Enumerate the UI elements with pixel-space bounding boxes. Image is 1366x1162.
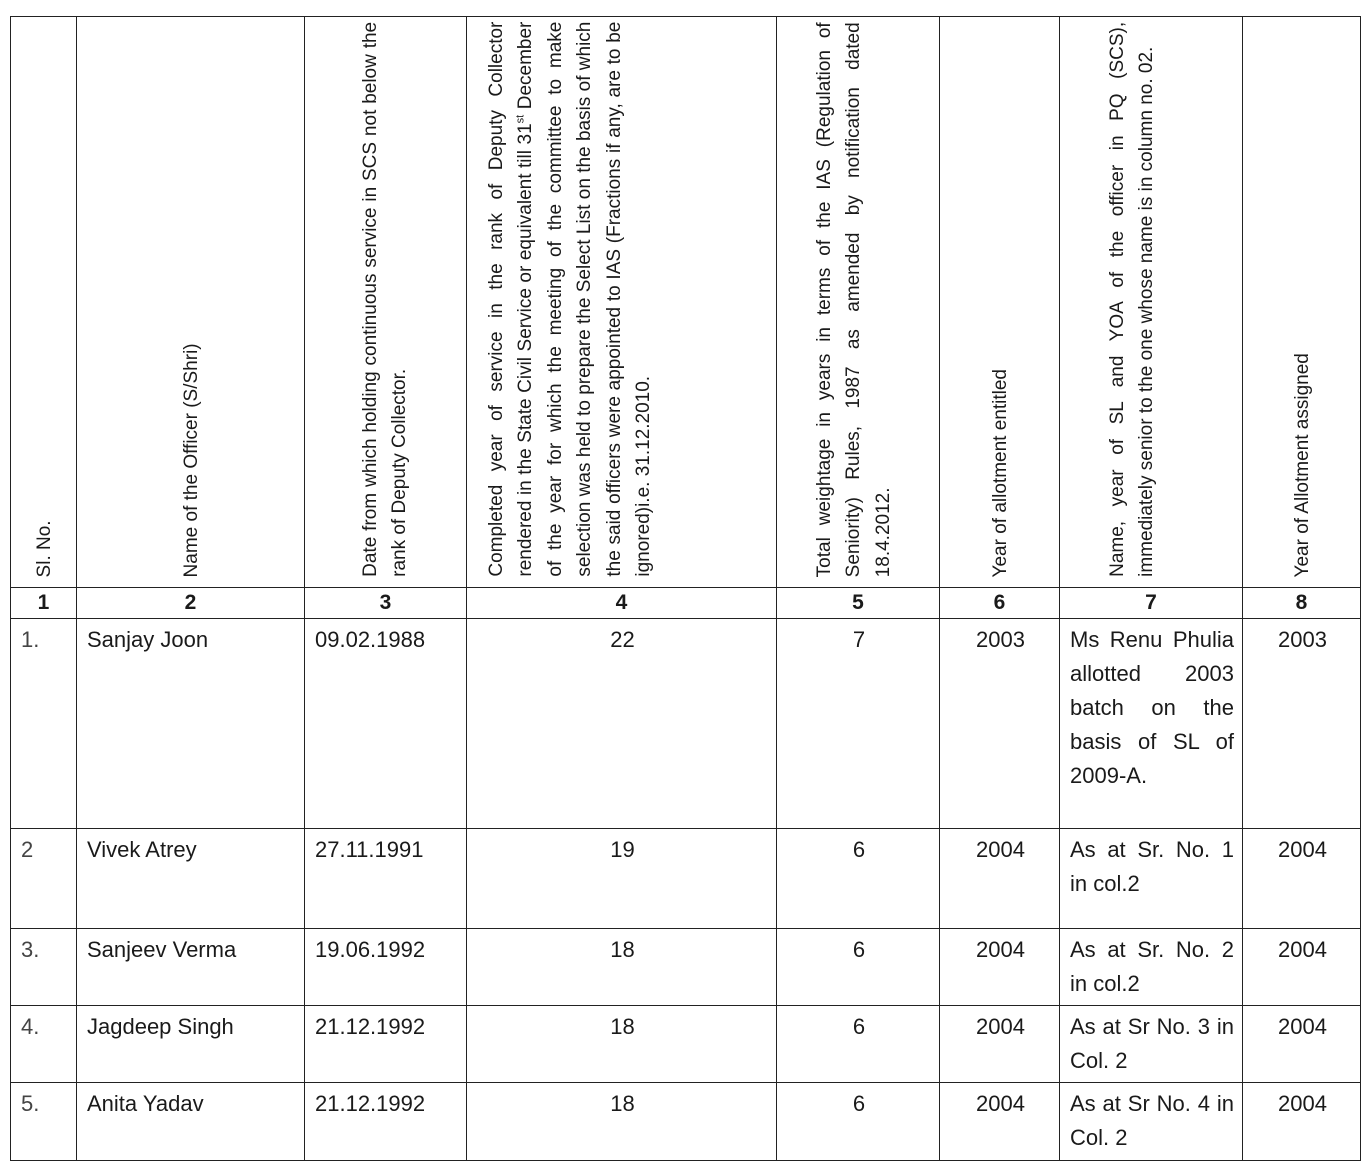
column-number-row	[11, 588, 1361, 619]
cell-year-assigned: 2004	[1243, 1006, 1361, 1083]
header-completed-years-text: Completed year of service in the rank of Deputy Collector rendered in the State Civil Service or equivalent till 31st December of the year for which the meeting of the committee to make selection was held to prepare the Select List on the basis of which the said officers were appointed to IAS (Fractions if any, are to be ignored)i.e. 31.12.2010.	[485, 21, 654, 577]
header-weightage: Total weightage in years in terms of the IAS (Regulation of Seniority) Rules, 1987 as amended by notification dated 18.4.2012.	[814, 22, 894, 577]
header-year-entitled: Year of allotment entitled	[989, 368, 1011, 577]
cell-year-entitled: 2004	[940, 1083, 1060, 1160]
header-senior-officer: Name, year of SL and YOA of the officer in PQ (SCS), immediately senior to the one whose name is in column no. 02.	[1107, 22, 1158, 577]
table-row	[11, 1083, 1361, 1160]
cell-service-date: 21.12.1992	[305, 1083, 467, 1160]
cell-senior-officer: As at Sr No. 3 in Col. 2	[1060, 1006, 1243, 1083]
cell-officer-name: Jagdeep Singh	[77, 1006, 305, 1083]
cell-weightage: 6	[777, 1083, 940, 1160]
header-officer-name: Name of the Officer (S/Shri)	[180, 342, 202, 577]
header-cell	[467, 17, 777, 588]
cell-completed-years: 19	[467, 829, 777, 929]
cell-year-entitled: 2004	[940, 1006, 1060, 1083]
cell-year-assigned: 2003	[1243, 619, 1361, 829]
table-row	[11, 829, 1361, 929]
cell-weightage: 7	[777, 619, 940, 829]
table-row	[11, 619, 1361, 829]
cell-sl-no: 1.	[11, 619, 77, 829]
cell-officer-name: Anita Yadav	[77, 1083, 305, 1160]
header-cell	[940, 17, 1060, 588]
cell-year-assigned: 2004	[1243, 1083, 1361, 1160]
cell-officer-name: Sanjay Joon	[77, 619, 305, 829]
header-cell	[77, 17, 305, 588]
cell-year-entitled: 2003	[940, 619, 1060, 829]
cell-year-assigned: 2004	[1243, 929, 1361, 1006]
cell-service-date: 09.02.1988	[305, 619, 467, 829]
column-number: 7	[1060, 588, 1243, 619]
header-row	[11, 17, 1361, 588]
column-number: 2	[77, 588, 305, 619]
table-row	[11, 929, 1361, 1006]
cell-officer-name: Vivek Atrey	[77, 829, 305, 929]
document-page	[10, 16, 1360, 1156]
cell-sl-no: 3.	[11, 929, 77, 1006]
cell-sl-no: 5.	[11, 1083, 77, 1160]
cell-officer-name: Sanjeev Verma	[77, 929, 305, 1006]
header-cell	[1243, 17, 1361, 588]
header-cell	[777, 17, 940, 588]
cell-service-date: 19.06.1992	[305, 929, 467, 1006]
cell-year-entitled: 2004	[940, 929, 1060, 1006]
column-number: 4	[467, 588, 777, 619]
cell-completed-years: 18	[467, 929, 777, 1006]
column-number: 6	[940, 588, 1060, 619]
cell-senior-officer: As at Sr. No. 1 in col.2	[1060, 829, 1243, 929]
cell-senior-officer: As at Sr. No. 2 in col.2	[1060, 929, 1243, 1006]
seniority-table	[10, 16, 1361, 1161]
column-number: 5	[777, 588, 940, 619]
cell-weightage: 6	[777, 929, 940, 1006]
cell-senior-officer: Ms Renu Phulia allotted 2003 batch on the basis of SL of 2009-A.	[1060, 619, 1243, 829]
column-number: 1	[11, 588, 77, 619]
cell-service-date: 27.11.1991	[305, 829, 467, 929]
column-number: 8	[1243, 588, 1361, 619]
header-completed-years	[482, 22, 659, 577]
cell-year-assigned: 2004	[1243, 829, 1361, 929]
cell-completed-years: 18	[467, 1083, 777, 1160]
table-row	[11, 1006, 1361, 1083]
header-cell	[1060, 17, 1243, 588]
cell-senior-officer: As at Sr No. 4 in Col. 2	[1060, 1083, 1243, 1160]
cell-weightage: 6	[777, 1006, 940, 1083]
cell-completed-years: 22	[467, 619, 777, 829]
header-service-date: Date from which holding continuous service in SCS not below the rank of Deputy Collector.	[359, 22, 410, 577]
cell-sl-no: 2	[11, 829, 77, 929]
header-cell	[11, 17, 77, 588]
cell-weightage: 6	[777, 829, 940, 929]
header-year-assigned: Year of Allotment assigned	[1291, 352, 1313, 577]
cell-sl-no: 4.	[11, 1006, 77, 1083]
header-sl-no: Sl. No.	[33, 519, 55, 577]
cell-year-entitled: 2004	[940, 829, 1060, 929]
header-cell	[305, 17, 467, 588]
cell-completed-years: 18	[467, 1006, 777, 1083]
cell-service-date: 21.12.1992	[305, 1006, 467, 1083]
column-number: 3	[305, 588, 467, 619]
